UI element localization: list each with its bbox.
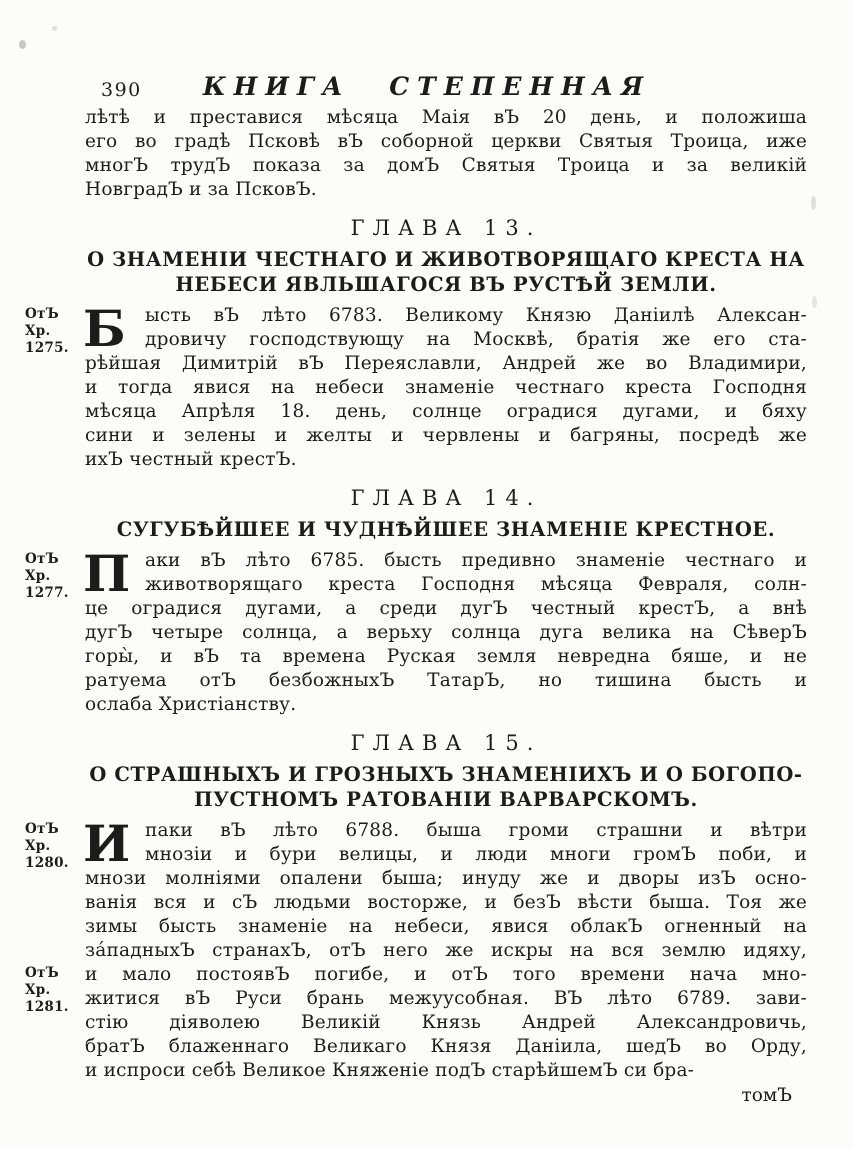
text-line: и тогда явися на небеси знаменіе честнаго креста Господня xyxy=(85,377,807,398)
margin-note-1280 xyxy=(25,821,83,872)
chapter-13-paragraph xyxy=(25,299,807,472)
text-block xyxy=(25,106,807,1108)
chapter-15-heading: ГЛАВА 15. xyxy=(350,731,542,755)
margin-note-1281 xyxy=(25,965,83,1016)
margin-note-line: ОтЪ Хр. xyxy=(25,965,59,998)
text-line: лѣтѣ и преставися мѣсяца Маія вЪ 20 день, и положиша xyxy=(85,107,807,128)
text-line: за́падныхЪ странахЪ, отЪ него же искры на вся землю идяху, xyxy=(85,940,807,961)
margin-note-line: 1277. xyxy=(25,585,69,601)
chapter-15-section xyxy=(25,731,807,1083)
scan-speck xyxy=(812,296,817,308)
text-line: НовградЪ и за ПсковЪ. xyxy=(85,179,317,200)
intro-paragraph xyxy=(85,106,807,202)
chapter-14-heading: ГЛАВА 14. xyxy=(350,486,542,510)
text-line: ПУСТНОМЪ РАТОВАНІИ ВАРВАРСКОМЪ. xyxy=(194,788,698,811)
text-line: рѣйшая Димитрій вЪ Переяславли, Андрей же во Владимири, xyxy=(85,353,807,374)
page-header xyxy=(0,72,854,106)
text-line: ысть вЪ лѣто 6783. Великому Князю Даніилѣ Алексан- xyxy=(145,305,807,326)
margin-note-line: 1280. xyxy=(25,855,69,871)
text-line: це оградися дугами, а среди дугЪ честный крестЪ, а внѣ xyxy=(85,598,807,619)
text-line: мѣсяца Апрѣля 18. день, солнце оградися дугами, и бяху xyxy=(85,401,807,422)
text-line: ослаба Христіанству. xyxy=(85,694,297,715)
text-line: его во градѣ Псковѣ вЪ соборной церкви Святыя Троица, иже xyxy=(85,131,807,152)
drop-cap-letter: И xyxy=(83,814,131,873)
text-line: паки вЪ лѣто 6788. быша громи страшни и вѣтри xyxy=(145,820,807,841)
text-line: стію діяволею Великій Князь Андрей Александровичь, xyxy=(85,1012,807,1033)
margin-note-1275 xyxy=(25,306,83,357)
margin-note-1277 xyxy=(25,551,83,602)
scan-speck xyxy=(811,196,816,210)
text-line: НЕБЕСИ ЯВЛЬШАГОСЯ ВЪ РУСТѢЙ ЗЕМЛИ. xyxy=(175,273,717,296)
text-line: братЪ блаженнаго Великаго Князя Даніила, шедЪ во Орду, xyxy=(85,1036,807,1057)
margin-note-line: ОтЪ Хр. xyxy=(25,551,59,584)
text-line: СУГУБѢЙШЕЕ И ЧУДНѢЙШЕЕ ЗНАМЕНІЕ КРЕСТНОЕ. xyxy=(116,518,776,541)
text-line: горы̀, и вЪ та времена Руская земля невредна бяше, и не xyxy=(85,646,807,667)
chapter-15-subtitle xyxy=(85,762,807,812)
drop-cap-letter: Б xyxy=(83,299,126,358)
text-line: и мало постоявЪ погибе, и отЪ того времени нача мно- xyxy=(85,964,807,985)
text-line: дугЪ четыре солнца, а верьху солнца дуга велика на СѣверЪ xyxy=(85,622,807,643)
text-line: животворящаго креста Господня мѣсяца Февраля, солн- xyxy=(145,574,807,595)
chapter-14-section xyxy=(25,486,807,717)
drop-cap-letter: П xyxy=(83,544,131,603)
scan-speck xyxy=(52,26,57,31)
text-line: аки вЪ лѣто 6785. бысть предивно знаменіе честнаго и xyxy=(145,550,807,571)
margin-note-line: 1281. xyxy=(25,999,69,1015)
text-line: дровичу господствующу на Москвѣ, братія же его ста- xyxy=(145,329,807,350)
scan-speck xyxy=(19,40,26,49)
margin-note-line: ОтЪ Хр. xyxy=(25,306,59,339)
text-line: житися вЪ Руси брань межуусобная. ВЪ лѣто 6789. зави- xyxy=(85,988,807,1009)
text-line: О СТРАШНЫХЪ И ГРОЗНЫХЪ ЗНАМЕНІИХЪ И О БОГОПО- xyxy=(89,763,803,786)
margin-note-line: 1275. xyxy=(25,340,69,356)
chapter-13-section xyxy=(25,216,807,472)
catchword: томЪ xyxy=(741,1085,792,1106)
text-line: и испроси себѣ Великое Княженіе подЪ старѣйшемЪ си бра- xyxy=(85,1060,695,1081)
chapter-14-paragraph xyxy=(25,544,807,717)
text-line: сини и зелены и желты и червлены и багряны, посредѣ же xyxy=(85,425,807,446)
text-line: ратуема отЪ безбожныхЪ ТатарЪ, но тишина бысть и xyxy=(85,670,807,691)
text-line: ванія вся и сЪ людьми восторже, и безЪ вѣсти быша. Тоя же xyxy=(85,892,807,913)
chapter-14-subtitle xyxy=(85,517,807,542)
text-line: зимы бысть знаменіе на небеси, явися облакЪ огненный на xyxy=(85,916,807,937)
text-line: мнози молніями опалени быша; инуду же и дворы изЪ осно- xyxy=(85,868,807,889)
text-line: ихЪ честный крестЪ. xyxy=(85,449,297,470)
text-line: О ЗНАМЕНІИ ЧЕСТНАГО И ЖИВОТВОРЯЩАГО КРЕСТА НА xyxy=(87,248,805,271)
running-title: КНИГА СТЕПЕННАЯ xyxy=(202,72,652,101)
margin-note-line: ОтЪ Хр. xyxy=(25,821,59,854)
chapter-13-heading: ГЛАВА 13. xyxy=(350,216,542,240)
text-line: многЪ трудЪ показа за домЪ Святыя Троица и за великій xyxy=(85,155,807,176)
chapter-13-subtitle xyxy=(85,247,807,297)
chapter-15-paragraph xyxy=(25,814,807,1083)
text-line: мнозіи и бури велицы, и люди многи громЪ поби, и xyxy=(145,844,807,865)
page-number: 390 xyxy=(101,79,142,101)
